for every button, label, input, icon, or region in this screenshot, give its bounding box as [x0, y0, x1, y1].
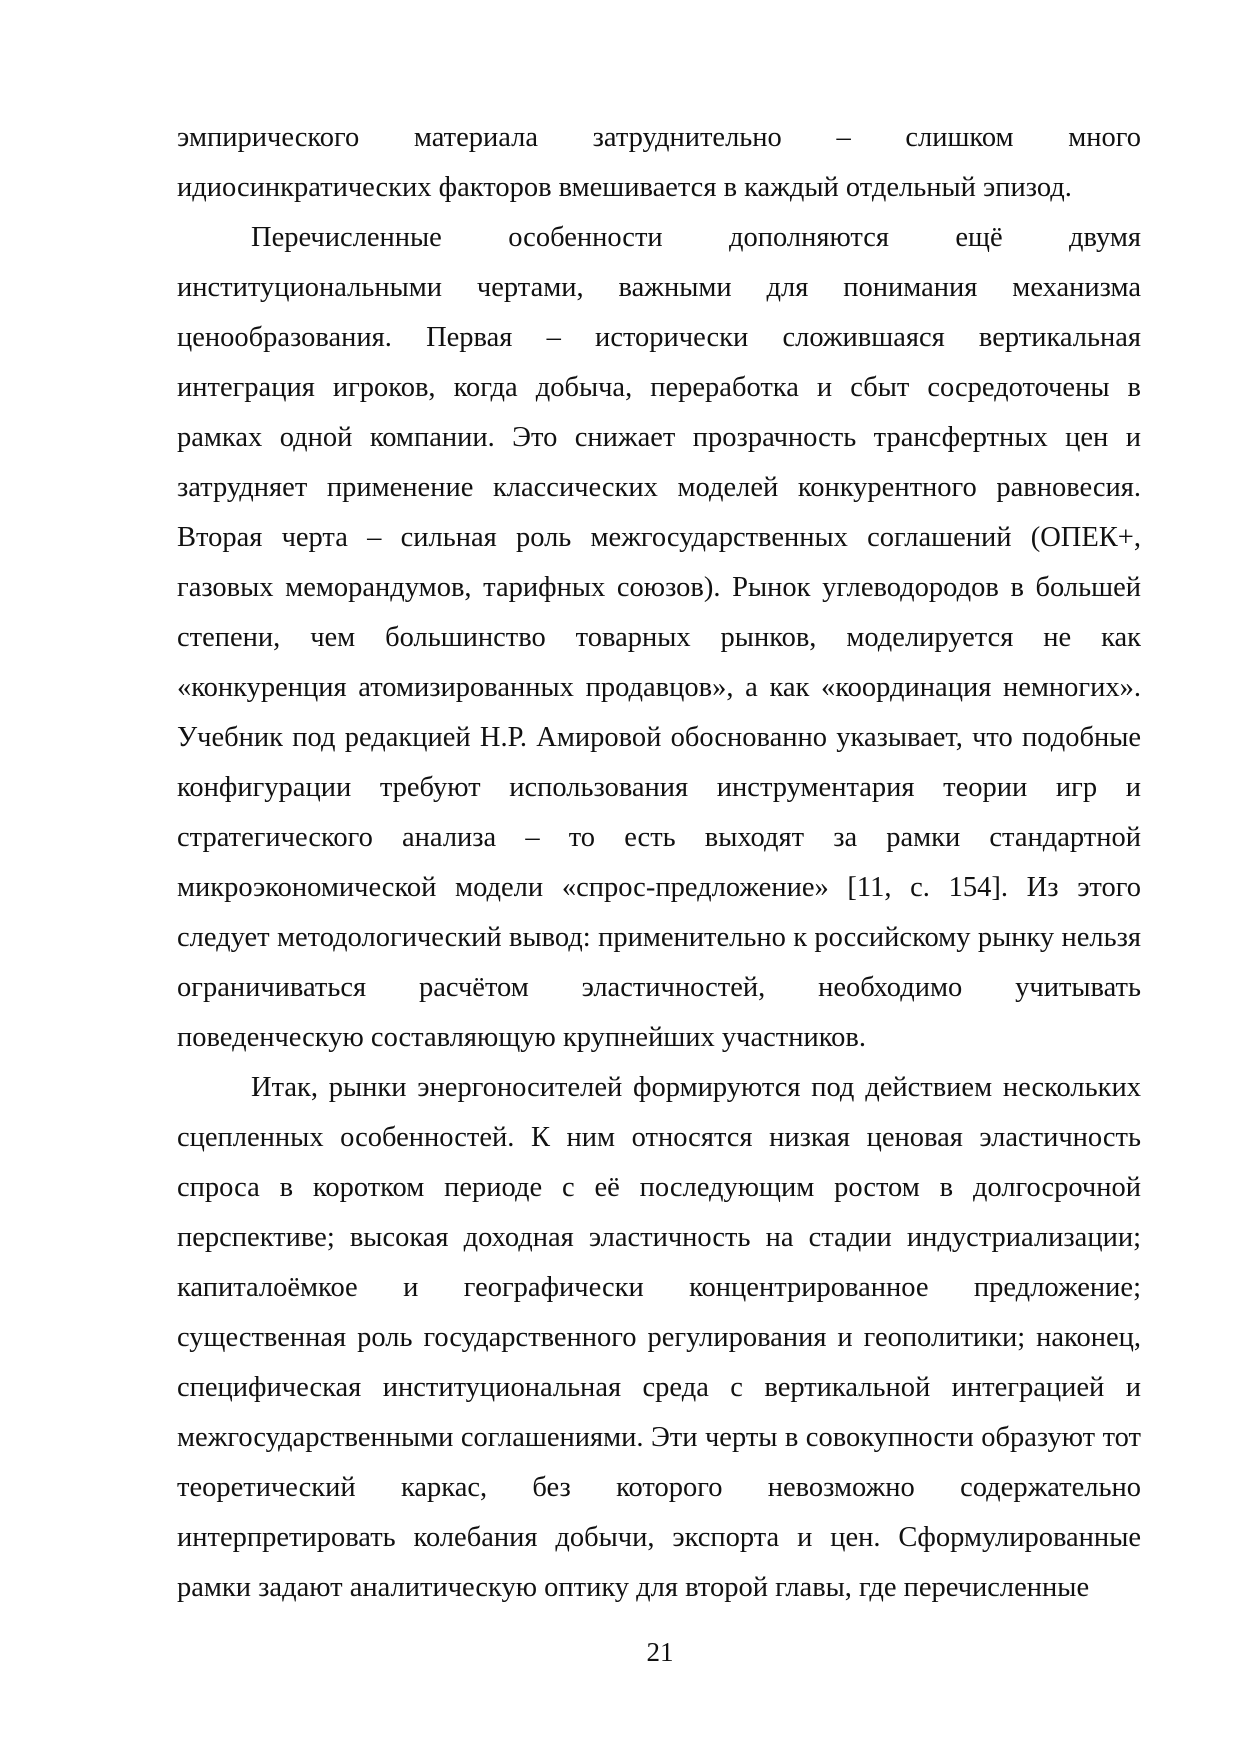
- page-number: 21: [646, 1637, 674, 1667]
- paragraph-conclusion: Итак, рынки энергоносителей формируются под действием нескольких сцепленных особенностей. К ним относятся низкая ценовая эластичность спроса в коротком периоде с её последующим ростом в долгосрочной перспективе; высокая доходная эластичность на стадии индустриализации; капиталоёмкое и географически концентрированное предложение; существенная роль государственного регулирования и геополитики; наконец, специфическая институциональная среда с вертикальной интеграцией и межгосударственными соглашениями. Эти черты в совокупности образуют тот теоретический каркас, без которого невозможно содержательно интерпретировать колебания добычи, экспорта и цен. Сформулированные рамки задают аналитическую оптику для второй главы, где перечисленные: [177, 1072, 1141, 1603]
- paragraph-continuation: эмпирического материала затруднительно – слишком много идиосинкратических факторов вмешивается в каждый отдельный эпизод.: [177, 122, 1141, 203]
- body-text: [177, 113, 1141, 1613]
- paragraph-institutional-features: Перечисленные особенности дополняются ещё двумя институциональными чертами, важными для понимания механизма ценообразования. Первая – исторически сложившаяся вертикальная интеграция игроков, когда добыча, переработка и сбыт сосредоточены в рамках одной компании. Это снижает прозрачность трансфертных цен и затрудняет применение классических моделей конкурентного равновесия. Вторая черта – сильная роль межгосударственных соглашений (ОПЕК+, газовых меморандумов, тарифных союзов). Рынок углеводородов в большей степени, чем большинство товарных рынков, моделируется не как «конкуренция атомизированных продавцов», а как «координация немногих». Учебник под редакцией Н.Р. Амировой обоснованно указывает, что подобные конфигурации требуют использования инструментария теории игр и стратегического анализа – то есть выходят за рамки стандартной микроэкономической модели «спрос-предложение» [11, с. 154]. Из этого следует методологический вывод: применительно к российскому рынку нельзя ограничиваться расчётом эластичностей, необходимо учитывать поведенческую составляющую крупнейших участников.: [177, 222, 1141, 1053]
